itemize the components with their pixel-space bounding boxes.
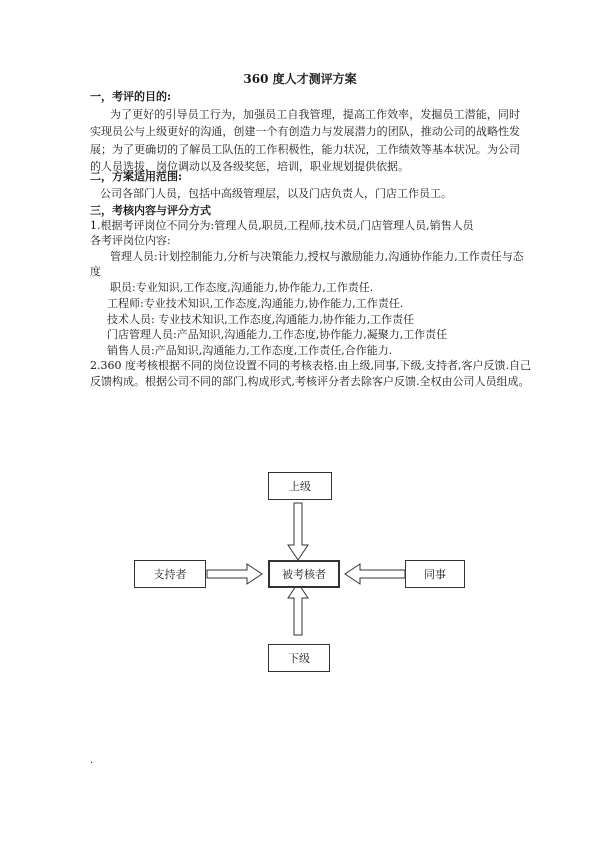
section2-body: 公司各部门人员，包括中高级管理层，以及门店负责人，门店工作员工。 (100, 187, 452, 200)
section3-content-label: 各考评岗位内容: (90, 234, 171, 247)
doc-title: 360 度人才测评方案 (243, 72, 357, 86)
arrow-from-bottom (288, 583, 308, 635)
arrow-from-top (288, 503, 308, 560)
footer-dot: . (90, 755, 94, 766)
role-sales: 销售人员:产品知识,沟通能力,工作态度,工作责任,合作能力. (107, 344, 393, 357)
section3-item2-line2: 反馈构成。根据公司不同的部门,构成形式,考核评分者去除客户反馈.全权由公司人员组成。 (90, 375, 530, 388)
arrow-from-left (207, 564, 262, 584)
box-subordinate: 下级 (268, 644, 330, 672)
section3-item1: 1.根据考评岗位不同分为:管理人员,职员,工程师,技术员,门店管理人员,销售人员 (90, 219, 474, 232)
role-manager-line1: 管理人员:计划控制能力,分析与决策能力,授权与激励能力,沟通协作能力,工作责任与态 (110, 250, 524, 263)
role-store-manager: 门店管理人员:产品知识,沟通能力,工作态度,协作能力,凝聚力,工作责任 (107, 328, 448, 341)
role-manager-line2: 度 (90, 265, 101, 278)
arrow-from-right (345, 564, 405, 584)
section2-heading: 二，方案适用范围: (90, 170, 183, 183)
box-superior: 上级 (268, 472, 332, 500)
section3-heading: 三，考核内容与评分方式 (90, 204, 211, 217)
box-appraisee: 被考核者 (268, 560, 340, 588)
role-technician: 技术人员: 专业技术知识,工作态度,沟通能力,协作能力,工作责任 (107, 313, 415, 326)
section3-item2-line1: 2.360 度考核根据不同的岗位设置不同的考核表格.由上级,同事,下级,支持者,客户反馈.自己 (90, 359, 531, 372)
role-engineer: 工程师:专业技术知识,工作态度,沟通能力,协作能力,工作责任. (107, 297, 404, 310)
role-staff: 职员:专业知识,工作态度,沟通能力,协作能力,工作责任. (110, 281, 374, 294)
section1-heading: 一，考评的目的: (90, 90, 172, 103)
section1-body: 为了更好的引导员工行为，加强员工自我管理，提高工作效率，发掘员工潜能，同时实现员公与上级更好的沟通，创建一个有创造力与发展潜力的团队，推动公司的战略性发展；为了更确切的了解员工队伍的工作积极性，能力状况，工作绩效等基本状况。为公司的人员选拔，岗位调动以及各级奖惩，培训，职业规划提供依据。 (90, 108, 520, 174)
box-colleague: 同事 (405, 560, 465, 588)
box-supporter: 支持者 (134, 560, 206, 588)
